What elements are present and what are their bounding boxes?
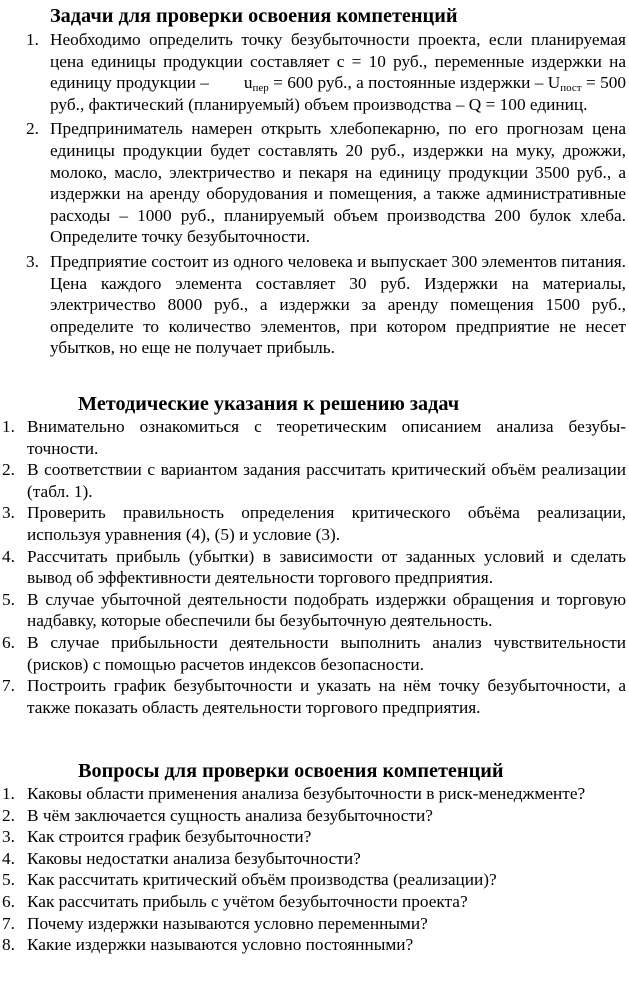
variable-subscript: пер (252, 82, 269, 95)
item-number: 6. (2, 891, 15, 911)
item-text: Каковы недостатки анализа безубыточности? (27, 848, 361, 868)
item-text: = 500 руб., фактический (планируемый) объем производства – Q = 100 единиц. (50, 73, 626, 114)
tasks-heading: Задачи для проверки освоения компетенций (50, 5, 458, 27)
list-item (26, 118, 626, 248)
list-item (2, 459, 626, 502)
item-text: Предприятие состоит из одного человека и выпускает 300 элементов питания. Цена каждого элемента составляет 30 руб. Издержки на материалы, электричество 8000 руб., а издержки за аренду помещения 1500 руб., определите то количество элементов, при котором предприятие не несет убытков, но еще не получает прибыль. (50, 251, 626, 358)
item-text: Почему издержки называются условно переменными? (27, 913, 428, 933)
list-item (2, 826, 626, 848)
item-text: = 600 руб., а постоянные издержки – U (273, 73, 561, 93)
item-text: В случае прибыльности деятельности выполнить анализ чувствительности (рисков) с помощью расчетов индексов безопасности. (27, 632, 626, 674)
list-item (2, 848, 626, 870)
item-number: 7. (2, 676, 15, 696)
list-item (2, 502, 626, 545)
item-text: Необходимо определить точку безубыточности проекта, если планируемая цена единицы продукции составляет c = 10 руб., переменные издержки на единицу продукции – (50, 30, 626, 93)
methods-heading: Методические указания к решению задач (78, 393, 460, 415)
variable-subscript: пост (560, 82, 582, 95)
list-item (2, 632, 626, 675)
item-text: Внимательно ознакомиться с теоретическим описанием анализа безубы-точности. (27, 417, 626, 458)
item-number: 4. (2, 848, 15, 868)
list-item (2, 869, 626, 891)
list-item (2, 891, 626, 913)
list-item (26, 251, 626, 359)
item-number: 5. (2, 589, 15, 609)
list-item (2, 416, 626, 459)
list-item (2, 913, 626, 935)
item-text: В соответствии с вариантом задания рассчитать критический объём реализации (табл. 1). (27, 460, 626, 501)
list-item (2, 589, 626, 632)
item-text: Как рассчитать критический объём производства (реализации)? (27, 870, 497, 890)
item-text: Рассчитать прибыль (убытки) в зависимости от заданных условий и сделать вывод об эффективности деятельности торгового предприятия. (27, 546, 626, 588)
questions-list (2, 783, 626, 956)
item-text: Проверить правильность определения критического объёма реализации, используя уравнения (4), (5) и условие (3). (27, 503, 626, 544)
item-number: 3. (2, 503, 15, 523)
item-text: Как рассчитать прибыль с учётом безубыточности проекта? (27, 891, 468, 911)
item-text: Каковы области применения анализа безубыточности в риск-менеджменте? (27, 784, 586, 803)
tasks-list (26, 29, 626, 359)
item-number: 1. (26, 30, 39, 49)
item-number: 1. (2, 417, 15, 436)
item-text: Какие издержки называются условно постоянными? (27, 935, 414, 955)
item-number: 6. (2, 632, 15, 652)
item-number: 8. (2, 935, 15, 955)
item-number: 2. (2, 805, 15, 825)
list-item (2, 546, 626, 589)
item-text: В чём заключается сущность анализа безубыточности? (27, 805, 433, 825)
list-item (2, 675, 626, 718)
item-number: 4. (2, 546, 15, 566)
item-text: Предприниматель намерен открыть хлебопекарню, по его прогнозам цена единицы продукции будет составлять 20 руб., издержки на муку, дрожжи, молоко, масло, электричество и пекаря на единицу продукции 3500 руб., а издержки на аренду оборудования и помещения, а также административные расходы – 1000 руб., планируемый объем производства 200 булок хлеба. Определите точку безубыточности. (50, 119, 626, 247)
list-item (26, 29, 626, 115)
item-number: 3. (26, 251, 39, 271)
item-number: 7. (2, 913, 15, 933)
item-text: Построить график безубыточности и указать на нём точку безубыточности, а также показать область деятельности торгового предприятия. (27, 676, 626, 717)
item-number: 3. (2, 827, 15, 847)
methods-list (2, 416, 626, 718)
list-item (2, 783, 626, 805)
item-text: В случае убыточной деятельности подобрать издержки обращения и торговую надбавку, которые обеспечили бы безубыточную деятельность. (27, 589, 626, 631)
variable-u: u (243, 73, 253, 93)
item-number: 5. (2, 870, 15, 890)
item-number: 2. (2, 460, 15, 480)
item-number: 2. (26, 119, 39, 139)
item-number: 1. (2, 784, 15, 803)
list-item (2, 934, 626, 956)
questions-heading: Вопросы для проверки освоения компетенций (78, 760, 504, 782)
item-text: Как строится график безубыточности? (27, 827, 312, 847)
list-item (2, 805, 626, 827)
